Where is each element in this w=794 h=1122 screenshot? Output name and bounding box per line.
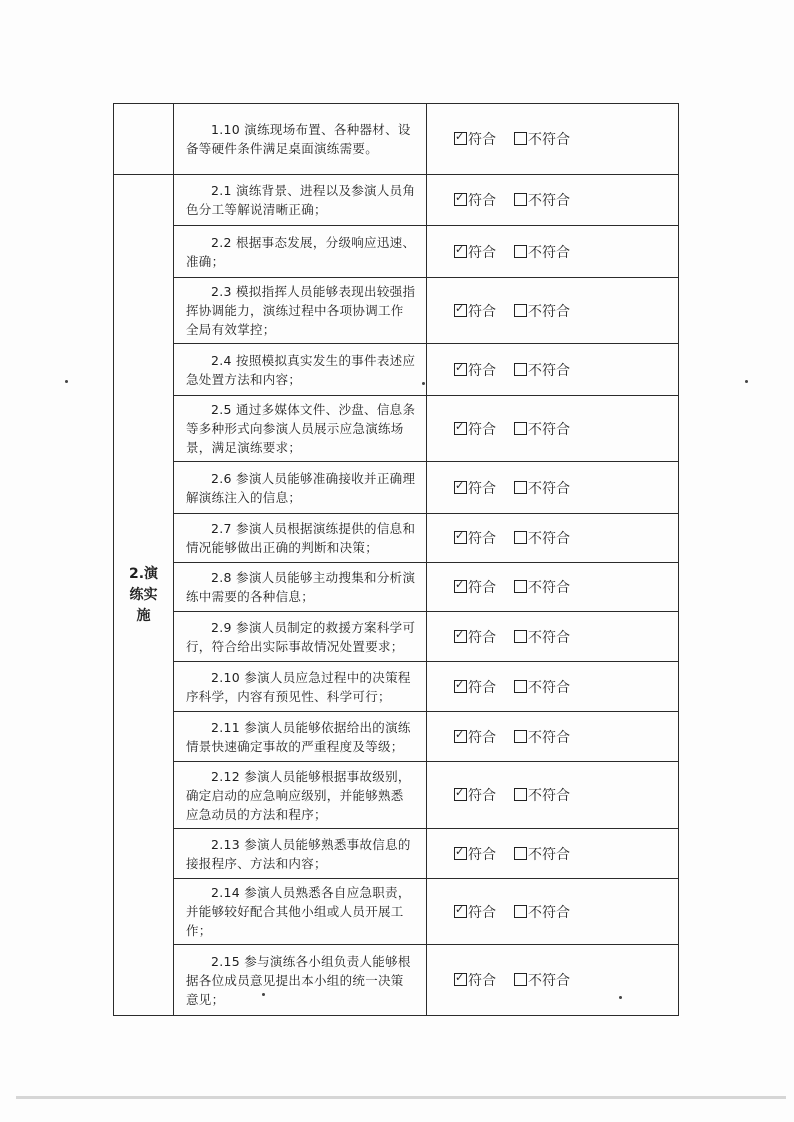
table-row [114,563,679,612]
table-row [114,278,679,344]
nonconform-label: 不符合 [528,303,570,320]
checked-checkbox-icon[interactable] [454,481,467,494]
option-cell [427,396,679,462]
option-cell [427,879,679,945]
table-row [114,662,679,712]
unchecked-checkbox-icon[interactable] [514,580,527,593]
conform-label: 符合 [468,132,496,148]
category-label: 2.演练实施 [128,565,159,624]
unchecked-checkbox-icon[interactable] [514,245,527,258]
nonconform-label: 不符合 [528,480,570,497]
table-row [114,462,679,514]
conform-label: 符合 [468,729,496,746]
conform-label: 符合 [468,788,496,804]
criterion-text: 2.15 参与演练各小组负责人能够根据各位成员意见提出本小组的统一决策意见； [174,945,427,1016]
checked-checkbox-icon[interactable] [454,304,467,317]
criterion-text: 2.2 根据事态发展，分级响应迅速、准确； [174,226,427,278]
category-cell-2 [114,175,174,1016]
table-row [114,344,679,396]
checked-checkbox-icon[interactable] [454,630,467,643]
unchecked-checkbox-icon[interactable] [514,973,527,986]
table-row [114,762,679,829]
table-row [114,514,679,563]
nonconform-label: 不符合 [528,904,570,921]
category-cell-1 [114,104,174,175]
unchecked-checkbox-icon[interactable] [514,630,527,643]
criterion-text: 2.1 演练背景、进程以及参演人员角色分工等解说清晰正确； [174,175,427,226]
criterion-text: 2.11 参演人员能够依据给出的演练情景快速确定事故的严重程度及等级； [174,712,427,762]
table-row [114,712,679,762]
nonconform-label: 不符合 [528,580,570,596]
criterion-text: 2.5 通过多媒体文件、沙盘、信息条等多种形式向参演人员展示应急演练场景，满足演练要求； [174,396,427,462]
table-row [114,945,679,1016]
criterion-text: 2.10 参演人员应急过程中的决策程序科学，内容有预见性、科学可行； [174,662,427,712]
checked-checkbox-icon[interactable] [454,193,467,206]
unchecked-checkbox-icon[interactable] [514,363,527,376]
nonconform-label: 不符合 [528,362,570,379]
conform-label: 符合 [468,580,496,596]
nonconform-label: 不符合 [528,973,570,989]
table-row [114,396,679,462]
nonconform-label: 不符合 [528,531,570,547]
criterion-text: 2.7 参演人员根据演练提供的信息和情况能够做出正确的判断和决策； [174,514,427,563]
nonconform-label: 不符合 [528,244,570,261]
criterion-text: 2.14 参演人员熟悉各自应急职责，并能够较好配合其他小组或人员开展工作； [174,879,427,945]
conform-label: 符合 [468,244,496,261]
criterion-text: 2.9 参演人员制定的救援方案科学可行，符合给出实际事故情况处置要求； [174,612,427,662]
nonconform-label: 不符合 [528,679,570,696]
option-cell [427,104,679,175]
scan-edge-line [16,1096,786,1099]
conform-label: 符合 [468,193,496,209]
table-row [114,612,679,662]
nonconform-label: 不符合 [528,421,570,438]
option-cell [427,762,679,829]
nonconform-label: 不符合 [528,193,570,209]
option-cell [427,226,679,278]
option-cell [427,612,679,662]
scan-speck [262,993,265,996]
nonconform-label: 不符合 [528,132,570,148]
option-cell [427,945,679,1016]
unchecked-checkbox-icon[interactable] [514,193,527,206]
option-cell [427,462,679,514]
checked-checkbox-icon[interactable] [454,531,467,544]
conform-label: 符合 [468,480,496,497]
evaluation-table-body [114,104,679,1016]
conform-label: 符合 [468,362,496,379]
unchecked-checkbox-icon[interactable] [514,304,527,317]
criterion-text: 2.6 参演人员能够准确接收并正确理解演练注入的信息； [174,462,427,514]
unchecked-checkbox-icon[interactable] [514,132,527,145]
conform-label: 符合 [468,303,496,320]
unchecked-checkbox-icon[interactable] [514,788,527,801]
unchecked-checkbox-icon[interactable] [514,531,527,544]
conform-label: 符合 [468,973,496,989]
unchecked-checkbox-icon[interactable] [514,680,527,693]
option-cell [427,278,679,344]
table-row [114,879,679,945]
scan-speck [65,380,68,383]
table-row [114,104,679,175]
scan-speck [619,996,622,999]
checked-checkbox-icon[interactable] [454,422,467,435]
scan-speck [422,382,425,385]
criterion-text: 1.10 演练现场布置、各种器材、设备等硬件条件满足桌面演练需要。 [174,104,427,175]
criterion-text: 2.4 按照模拟真实发生的事件表述应急处置方法和内容； [174,344,427,396]
conform-label: 符合 [468,904,496,921]
unchecked-checkbox-icon[interactable] [514,422,527,435]
unchecked-checkbox-icon[interactable] [514,905,527,918]
unchecked-checkbox-icon[interactable] [514,730,527,743]
option-cell [427,175,679,226]
evaluation-table [113,103,679,1016]
checked-checkbox-icon[interactable] [454,730,467,743]
nonconform-label: 不符合 [528,846,570,863]
unchecked-checkbox-icon[interactable] [514,847,527,860]
checked-checkbox-icon[interactable] [454,847,467,860]
table-row [114,226,679,278]
criterion-text: 2.3 模拟指挥人员能够表现出较强指挥协调能力，演练过程中各项协调工作全局有效掌控； [174,278,427,344]
option-cell [427,712,679,762]
nonconform-label: 不符合 [528,788,570,804]
option-cell [427,662,679,712]
nonconform-label: 不符合 [528,729,570,746]
conform-label: 符合 [468,679,496,696]
unchecked-checkbox-icon[interactable] [514,481,527,494]
conform-label: 符合 [468,421,496,438]
conform-label: 符合 [468,629,496,646]
option-cell [427,344,679,396]
checked-checkbox-icon[interactable] [454,363,467,376]
conform-label: 符合 [468,846,496,863]
checked-checkbox-icon[interactable] [454,580,467,593]
option-cell [427,829,679,879]
table-row [114,175,679,226]
checked-checkbox-icon[interactable] [454,132,467,145]
checked-checkbox-icon[interactable] [454,245,467,258]
checked-checkbox-icon[interactable] [454,973,467,986]
nonconform-label: 不符合 [528,629,570,646]
scan-speck [745,380,748,383]
conform-label: 符合 [468,531,496,547]
criterion-text: 2.13 参演人员能够熟悉事故信息的接报程序、方法和内容； [174,829,427,879]
option-cell [427,514,679,563]
checked-checkbox-icon[interactable] [454,680,467,693]
table-row [114,829,679,879]
checked-checkbox-icon[interactable] [454,788,467,801]
option-cell [427,563,679,612]
checked-checkbox-icon[interactable] [454,905,467,918]
criterion-text: 2.8 参演人员能够主动搜集和分析演练中需要的各种信息； [174,563,427,612]
criterion-text: 2.12 参演人员能够根据事故级别，确定启动的应急响应级别，并能够熟悉应急动员的方法和程序； [174,762,427,829]
